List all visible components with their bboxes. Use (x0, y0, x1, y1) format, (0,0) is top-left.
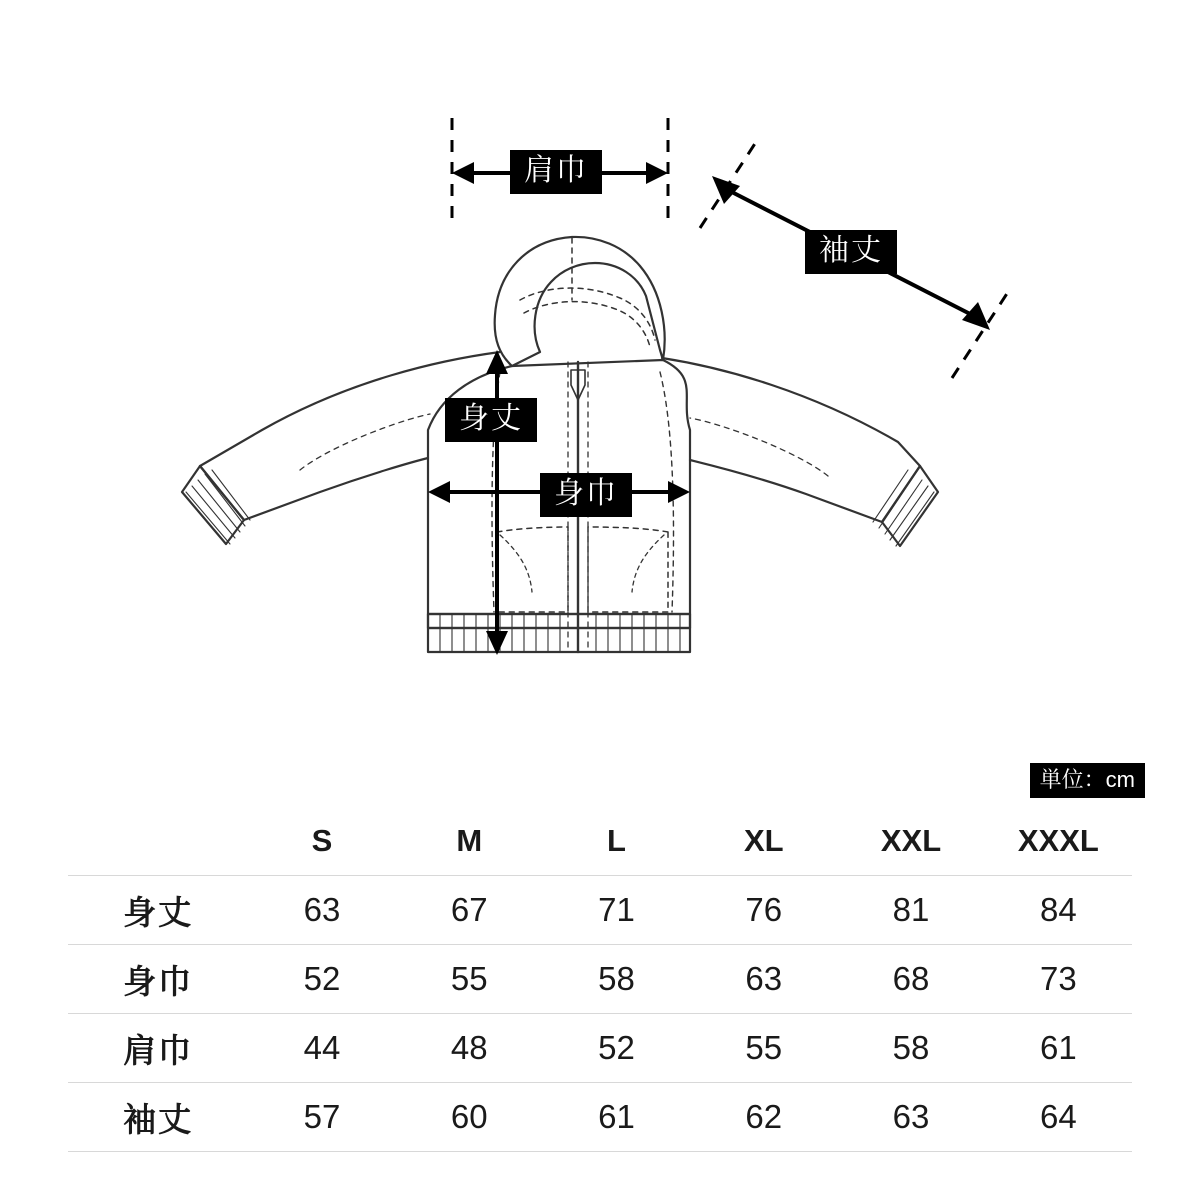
table-row (68, 876, 1132, 945)
cell-sleeve-length-xl: 62 (745, 1098, 783, 1135)
row-label-body-width: 身巾 (123, 962, 194, 1000)
cell-sleeve-length-s: 57 (303, 1098, 341, 1135)
cell-body-width-xxxl: 73 (1039, 960, 1077, 997)
cell-sleeve-length-l: 61 (598, 1098, 635, 1135)
cell-shoulder-width-xxxl: 61 (1039, 1029, 1077, 1066)
cell-shoulder-width-xl: 55 (745, 1029, 783, 1066)
cell-body-length-l: 71 (598, 891, 635, 928)
label-body-width: 身巾 (540, 473, 632, 517)
cell-shoulder-width-s: 44 (303, 1029, 341, 1066)
cell-body-length-m: 67 (450, 891, 488, 928)
cell-body-length-xxxl: 84 (1039, 891, 1077, 928)
table-header-row (68, 807, 1132, 876)
cell-body-width-xxl: 68 (892, 960, 930, 997)
cell-sleeve-length-m: 60 (450, 1098, 488, 1135)
size-header-m: M (456, 823, 483, 858)
cell-body-length-s: 63 (303, 891, 341, 928)
cell-body-width-l: 58 (598, 960, 635, 997)
cell-shoulder-width-m: 48 (450, 1029, 488, 1066)
cell-body-width-s: 52 (303, 960, 341, 997)
label-shoulder-width: 肩巾 (510, 150, 602, 194)
table-row (68, 945, 1132, 1014)
size-header-s: S (311, 823, 333, 858)
cell-shoulder-width-l: 52 (598, 1029, 635, 1066)
cell-body-width-m: 55 (450, 960, 488, 997)
size-header-xxl: XXL (880, 823, 942, 858)
row-label-body-length: 身丈 (123, 893, 194, 931)
label-body-length: 身丈 (445, 398, 537, 442)
size-header-l: L (607, 823, 626, 858)
cell-shoulder-width-xxl: 58 (892, 1029, 930, 1066)
cell-body-length-xl: 76 (745, 891, 783, 928)
size-header-xl: XL (743, 823, 784, 858)
row-label-sleeve-length: 袖丈 (123, 1100, 194, 1138)
row-label-shoulder-width: 肩巾 (123, 1031, 194, 1069)
cell-body-width-xl: 63 (745, 960, 783, 997)
label-sleeve-length: 袖丈 (805, 230, 897, 274)
cell-sleeve-length-xxl: 63 (892, 1098, 930, 1135)
size-header-xxxl: XXXL (1017, 823, 1099, 858)
table-row (68, 1083, 1132, 1152)
unit-badge: 単位：cm (1030, 763, 1145, 798)
cell-sleeve-length-xxxl: 64 (1039, 1098, 1077, 1135)
table-row (68, 1014, 1132, 1083)
cell-body-length-xxl: 81 (892, 891, 930, 928)
table-corner-cell (68, 807, 248, 876)
size-table (68, 807, 1132, 1152)
